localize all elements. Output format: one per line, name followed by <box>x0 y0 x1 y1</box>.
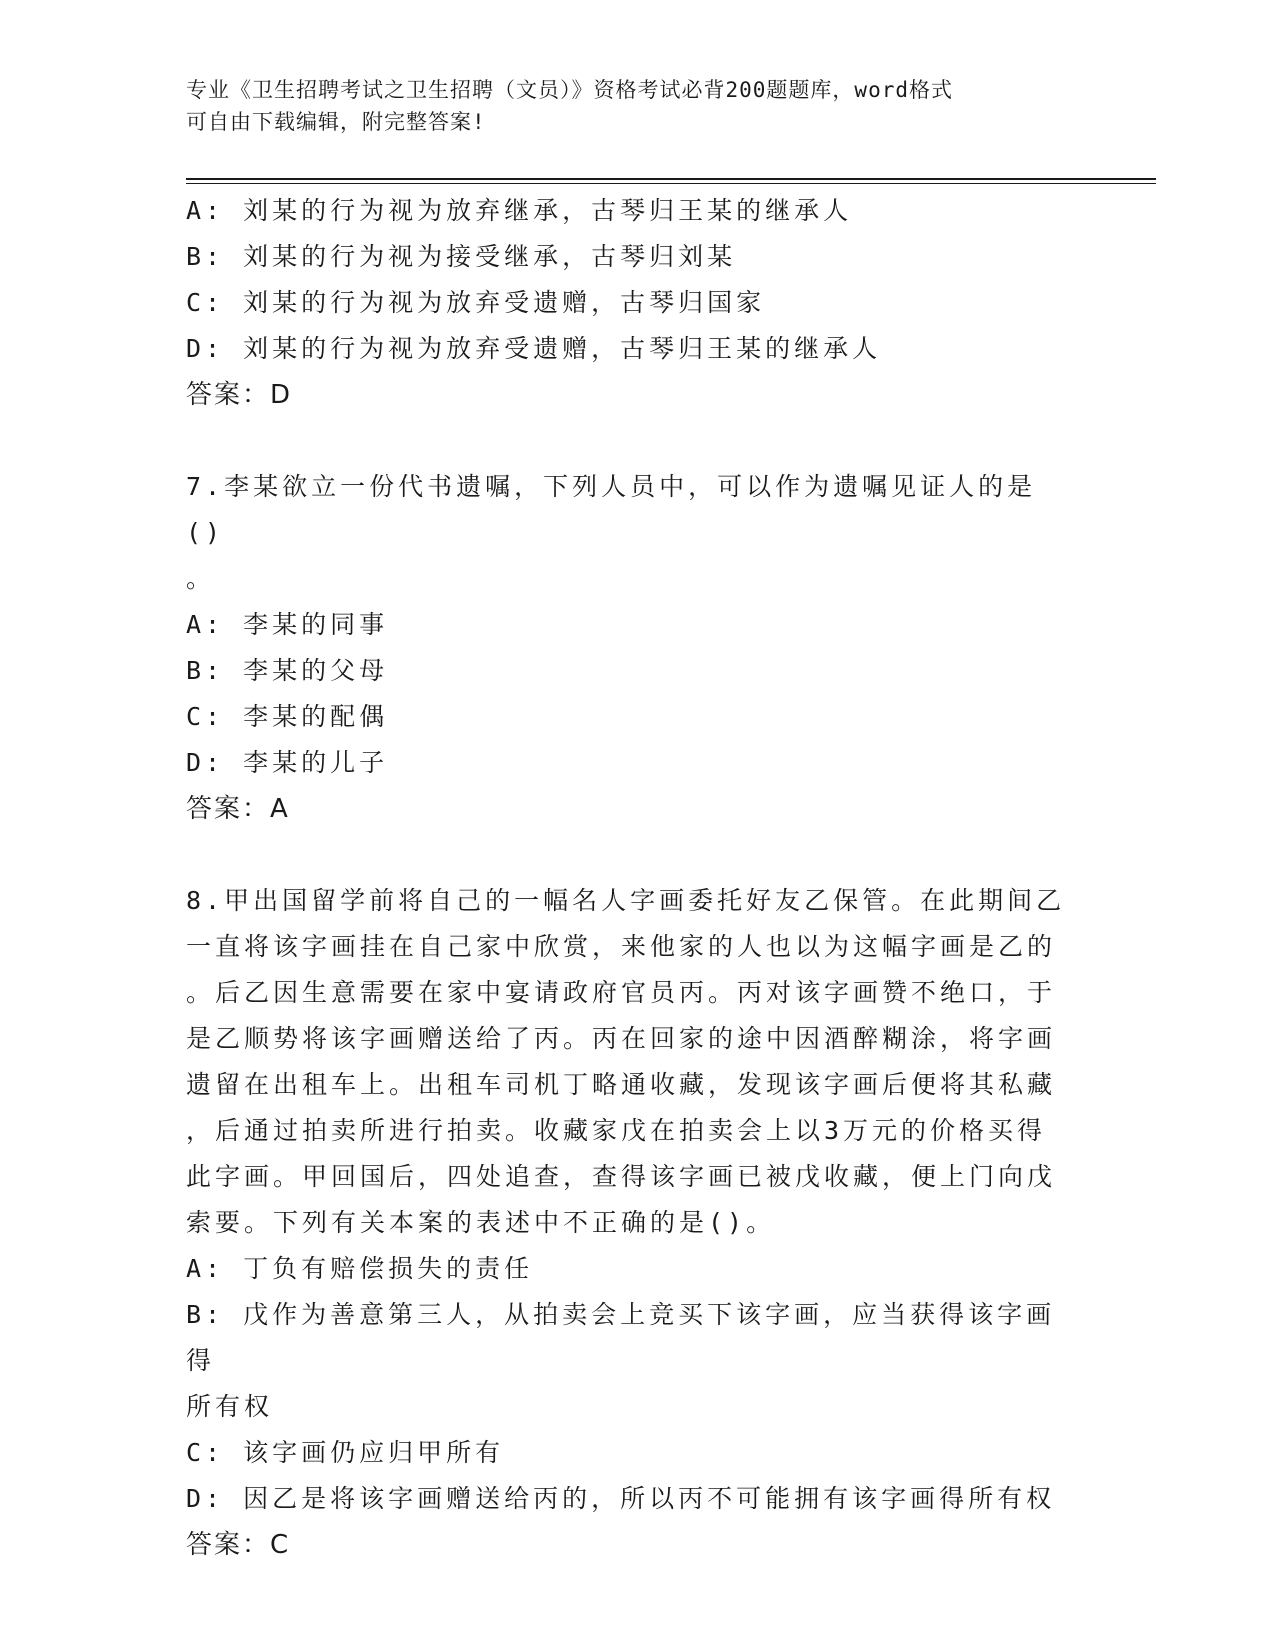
question-content <box>186 188 1066 1568</box>
q8-stem-line-8: 索要。下列有关本案的表述中不正确的是()。 <box>186 1208 776 1237</box>
q8-stem-line-2: 一直将该字画挂在自己家中欣赏，来他家的人也以为这幅字画是乙的 <box>186 932 1057 961</box>
spacer <box>186 418 1066 464</box>
q7-answer: 答案：A <box>186 794 290 824</box>
q8-option-a: A: 丁负有赔偿损失的责任 <box>186 1254 534 1283</box>
q7-option-c: C: 李某的配偶 <box>186 702 389 731</box>
q8-option-b-line-1: B: 戊作为善意第三人，从拍卖会上竞买下该字画，应当获得该字画得 <box>186 1300 1056 1375</box>
q8-option-d: D: 因乙是将该字画赠送给丙的，所以丙不可能拥有该字画得所有权 <box>186 1484 1056 1513</box>
header-title-line-1: 专业《卫生招聘考试之卫生招聘（文员）》资格考试必背200题题库，word格式 <box>186 78 953 102</box>
question-6-block <box>186 188 1066 418</box>
q8-option-c: C: 该字画仍应归甲所有 <box>186 1438 505 1467</box>
q8-stem-line-1: 8.甲出国留学前将自己的一幅名人字画委托好友乙保管。在此期间乙 <box>186 886 1066 915</box>
q8-answer: 答案：C <box>186 1530 291 1560</box>
q8-stem-line-5: 遗留在出租车上。出租车司机丁略通收藏，发现该字画后便将其私藏 <box>186 1070 1057 1099</box>
question-8-block <box>186 878 1066 1568</box>
q8-stem-line-7: 此字画。甲回国后，四处追查，查得该字画已被戊收藏，便上门向戊 <box>186 1162 1057 1191</box>
q7-option-d: D: 李某的儿子 <box>186 748 389 777</box>
q6-answer: 答案：D <box>186 380 293 410</box>
spacer <box>186 832 1066 878</box>
q7-stem-line-1: 7.李某欲立一份代书遗嘱，下列人员中，可以作为遗嘱见证人的是() <box>186 472 1037 547</box>
q8-stem-line-4: 是乙顺势将该字画赠送给了丙。丙在回家的途中因酒醉糊涂，将字画 <box>186 1024 1057 1053</box>
q8-stem-line-6: ，后通过拍卖所进行拍卖。收藏家戊在拍卖会上以3万元的价格买得 <box>186 1116 1047 1145</box>
q6-option-d: D: 刘某的行为视为放弃受遗赠，古琴归王某的继承人 <box>186 334 882 363</box>
q7-option-a: A: 李某的同事 <box>186 610 389 639</box>
q6-option-c: C: 刘某的行为视为放弃受遗赠，古琴归国家 <box>186 288 766 317</box>
header-divider-thin <box>186 183 1156 184</box>
q6-option-b: B: 刘某的行为视为接受继承，古琴归刘某 <box>186 242 737 271</box>
q8-option-b-line-2: 所有权 <box>186 1392 274 1421</box>
q6-option-a: A: 刘某的行为视为放弃继承，古琴归王某的继承人 <box>186 196 853 225</box>
q8-stem-line-3: 。后乙因生意需要在家中宴请政府官员丙。丙对该字画赞不绝口，于 <box>186 978 1057 1007</box>
document-header <box>186 74 1066 138</box>
header-title-line-2: 可自由下载编辑，附完整答案! <box>186 110 486 134</box>
header-divider-thick <box>186 178 1156 180</box>
question-7-block <box>186 464 1066 832</box>
q7-stem-line-2: 。 <box>186 564 216 593</box>
q7-option-b: B: 李某的父母 <box>186 656 389 685</box>
